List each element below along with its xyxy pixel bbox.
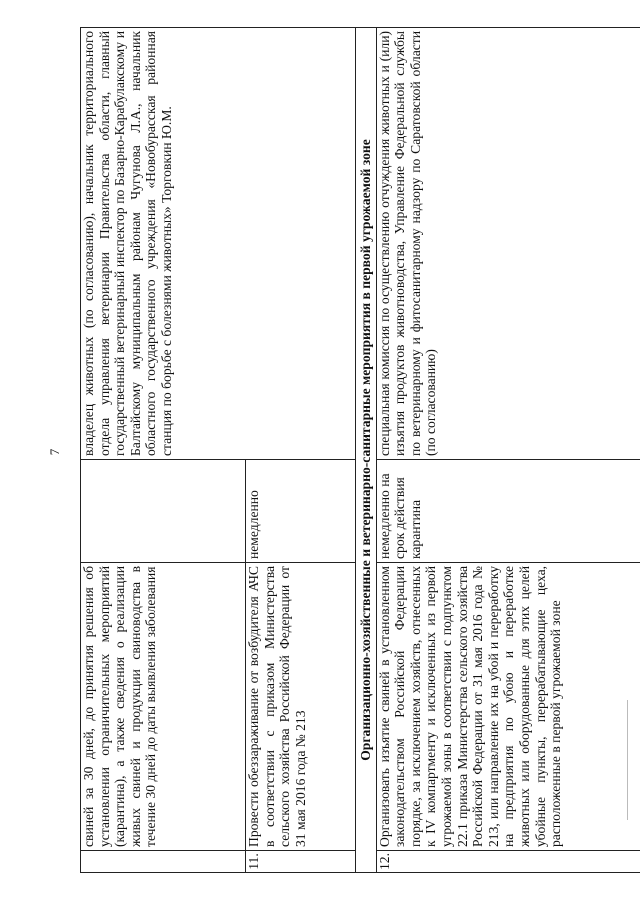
section-title: Организационно-хозяйственные и ветеринарно-санитарные мероприятия в первой угрожаемой зоне — [356, 28, 377, 873]
responsible-text: владелец животных (по согласованию), начальник территориального отдела управления ветеринарии Правительства области, главный государственный ветеринарный инспектор по Базарно-Карабулакскому и Балтайскому муниципальным районам Чугунова Л.А., начальник областного государственного учреждения «Новобурасская районная станция по борьбе с болезнями животных» Торговкин Ю.М. — [81, 28, 356, 460]
measure-text: свиней за 30 дней, до принятия решения об установлении ограничительных мероприятий (карантина), а также сведения о реализации живых свиней и продукции свиноводства в течение 30 дней до даты выявления заболевания — [81, 563, 246, 851]
table-row — [376, 28, 640, 873]
deadline-text: немедленно — [246, 460, 356, 563]
deadline-text — [81, 460, 246, 563]
measures-table — [80, 27, 640, 873]
measure-text: Провести обеззараживание от возбудителя АЧС в соответствии с приказом Министерства сельского хозяйства Российской Федерации от 31 мая 2016 года № 213 — [246, 563, 356, 851]
table-row — [81, 28, 246, 873]
page-number: 7 — [47, 448, 62, 456]
section-header-row — [356, 28, 377, 873]
row-number: 11. — [246, 851, 356, 873]
measure-text: Организовать изъятие свиней в установленном законодательством Российской Федерации порядке, за исключением хозяйств, отнесенных к IV компартменту и исключенных из первой угрожаемой зоны в соответствии с подпунктом 22.1 приказа Министерства сельского хозяйства Российской Федерации от 31 мая 2016 года № 213, или направление их на убой и переработку на предприятия по убою и переработке животных или оборудованные для этих целей убойные пункты, перерабатывающие цеха, расположенные в первой угрожаемой зоне — [376, 563, 640, 851]
row-number: 12. — [376, 851, 640, 873]
rotated-page-content — [80, 28, 640, 873]
margin-mark — [627, 700, 628, 820]
deadline-text: немедленно на срок действия карантина — [376, 460, 640, 563]
responsible-text: специальная комиссия по осуществлению отчуждения животных и (или) изъятия продуктов животноводства, Управление Федеральной службы по ветеринарному и фитосанитарному надзору по Саратовской области (по согласованию) — [376, 28, 640, 460]
row-number — [81, 851, 246, 873]
